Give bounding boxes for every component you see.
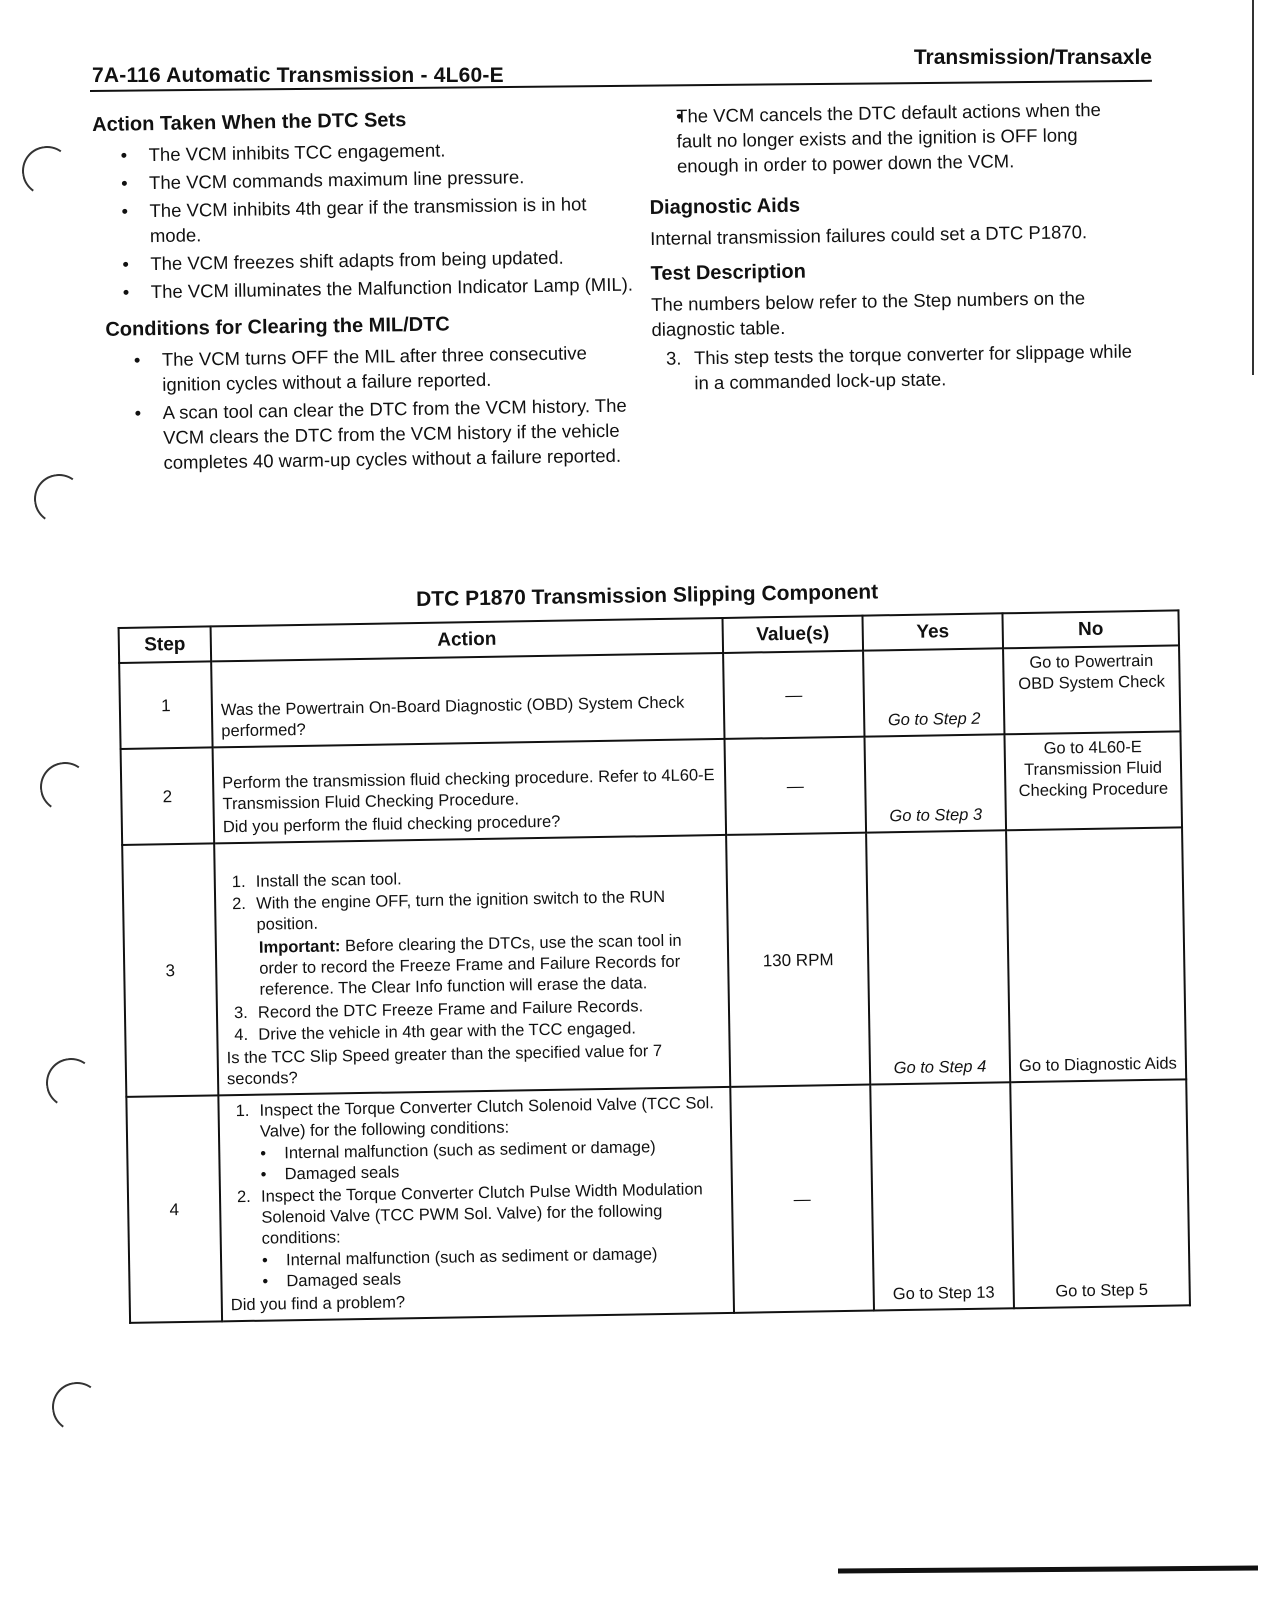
step-number: 3. (665, 347, 682, 369)
page-header-right: Transmission/Transaxle (913, 46, 1152, 69)
action-item-number: 1. (231, 872, 246, 892)
value-cell: — (730, 1085, 874, 1313)
yes-cell: Go to Step 2 (863, 648, 1004, 736)
binder-hole-icon (48, 1378, 106, 1436)
action-subitem: • Internal malfunction (such as sediment or damage) (228, 1136, 722, 1165)
list-item: • The VCM commands maximum line pressure. (93, 163, 633, 196)
important-text: Before clearing the DTCs, use the scan tool in order to record the Freeze Frame and Failure Records for reference. The Clear Info function will erase the data. (259, 931, 682, 999)
footer-rule (838, 1566, 1258, 1574)
header-yes: Yes (862, 613, 1003, 650)
important-label: Important: (258, 937, 341, 957)
header-no: No (1002, 610, 1179, 648)
test-description-heading: Test Description (650, 260, 807, 285)
action-question: Did you perform the fluid checking procedure? (222, 812, 561, 837)
binder-hole-icon (36, 758, 94, 816)
action-item-text: Record the DTC Freeze Frame and Failure Records. (257, 997, 644, 1022)
action-item-text: Install the scan tool. (255, 870, 402, 891)
conditions-clearing-list (96, 339, 638, 475)
table-row (122, 827, 1186, 1097)
value-cell: — (723, 651, 864, 739)
action-item (227, 1093, 722, 1143)
list-item: • The VCM freezes shift adapts from being updated. (94, 244, 634, 277)
table-row (126, 1079, 1190, 1323)
binder-hole-icon (42, 1054, 100, 1112)
left-column (92, 106, 638, 490)
action-cell: Was the Powertrain On-Board Diagnostic (OBD) System Check performed? (211, 653, 724, 747)
action-subitem: • Damaged seals (229, 1157, 723, 1186)
continued-list (648, 96, 1141, 179)
list-item: • The VCM inhibits TCC engagement. (92, 135, 632, 168)
action-item-number: 3. (233, 1003, 248, 1023)
action-question: Did you find a problem? (230, 1293, 406, 1315)
yes-cell: Go to Step 4 (866, 830, 1010, 1084)
action-question: Is the TCC Slip Speed greater than the specified value for 7 seconds? (226, 1042, 663, 1089)
action-subitem: • Damaged seals (230, 1264, 724, 1293)
list-item: • A scan tool can clear the DTC from the VCM history. The VCM clears the DTC from the VCM history if the vehicle completes 40 warm-up cycles without a failure reported. (107, 392, 638, 475)
step-cell: 1 (119, 661, 212, 749)
table-row (121, 731, 1182, 845)
list-item: • The VCM illuminates the Malfunction Indicator Lamp (MIL). (95, 271, 635, 304)
header-action: Action (211, 618, 724, 661)
value-cell: 130 RPM (726, 833, 870, 1087)
no-cell: Go to Powertrain OBD System Check (1003, 645, 1180, 734)
right-column (648, 96, 1145, 396)
test-description-text: The numbers below refer to the Step numbers on the diagnostic table. (650, 287, 1086, 340)
test-description-steps (652, 338, 1145, 396)
action-item-text: With the engine OFF, turn the ignition switch to the RUN position. (256, 887, 666, 934)
page-edge-line (1252, 0, 1254, 375)
action-item (224, 886, 719, 936)
yes-cell: Go to Step 13 (870, 1082, 1014, 1310)
action-item-number: 1. (235, 1101, 250, 1121)
action-item-text: Inspect the Torque Converter Clutch Solenoid Valve (TCC Sol. Valve) for the following conditions: (259, 1094, 714, 1141)
action-item-text: Drive the vehicle in 4th gear with the TCC engaged. (258, 1019, 637, 1044)
conditions-clearing-heading: Conditions for Clearing the MIL/DTC (105, 313, 450, 341)
action-cell (213, 739, 727, 843)
list-item: • The VCM turns OFF the MIL after three consecutive ignition cycles without a failure reported. (106, 339, 637, 397)
diagnostic-aids-text: Internal transmission failures could set a DTC P1870. (649, 221, 1088, 249)
action-item-number: 2. (232, 894, 247, 914)
action-taken-heading: Action Taken When the DTC Sets (92, 109, 407, 136)
step-cell: 4 (126, 1095, 222, 1322)
yes-cell: Go to Step 3 (864, 734, 1006, 832)
page-header-left: 7A-116 Automatic Transmission - 4L60-E (92, 64, 504, 87)
action-cell (218, 1087, 734, 1321)
step-cell: 3 (122, 843, 218, 1096)
action-subitem: • Internal malfunction (such as sediment or damage) (230, 1243, 724, 1272)
action-item-number: 2. (236, 1187, 251, 1207)
list-item (652, 338, 1145, 396)
list-item: • The VCM inhibits 4th gear if the transmission is in hot mode. (93, 191, 634, 249)
step-text: This step tests the torque converter for slippage while in a commanded lock-up state. (693, 340, 1133, 394)
dtc-table (118, 609, 1191, 1324)
table-title: DTC P1870 Transmission Slipping Component (415, 580, 879, 612)
action-text: Perform the transmission fluid checking procedure. Refer to 4L60-E Transmission Fluid Checking Procedure. (222, 766, 715, 814)
action-item (229, 1179, 724, 1250)
important-note (225, 930, 720, 1001)
action-item-number: 4. (234, 1025, 249, 1045)
action-cell (214, 835, 730, 1095)
no-cell: Go to Step 5 (1010, 1079, 1190, 1308)
list-item: • The VCM cancels the DTC default actions when the fault no longer exists and the ignition is OFF long enough in order to power down the VCM. (648, 96, 1141, 179)
binder-hole-icon (18, 142, 76, 200)
value-cell: — (725, 737, 867, 835)
no-cell: Go to 4L60-E Transmission Fluid Checking Procedure (1004, 731, 1182, 830)
action-taken-list (92, 135, 634, 305)
dtc-table-section (117, 575, 1189, 1323)
step-cell: 2 (121, 747, 215, 845)
action-item-text: Inspect the Torque Converter Clutch Pulse Width Modulation Solenoid Valve (TCC PWM Sol. Valve) for the following conditions: (260, 1180, 703, 1248)
header-values: Value(s) (722, 616, 863, 653)
no-cell: Go to Diagnostic Aids (1006, 827, 1186, 1082)
binder-hole-icon (30, 470, 88, 528)
header-step: Step (119, 626, 212, 663)
diagnostic-aids-heading: Diagnostic Aids (649, 194, 801, 219)
